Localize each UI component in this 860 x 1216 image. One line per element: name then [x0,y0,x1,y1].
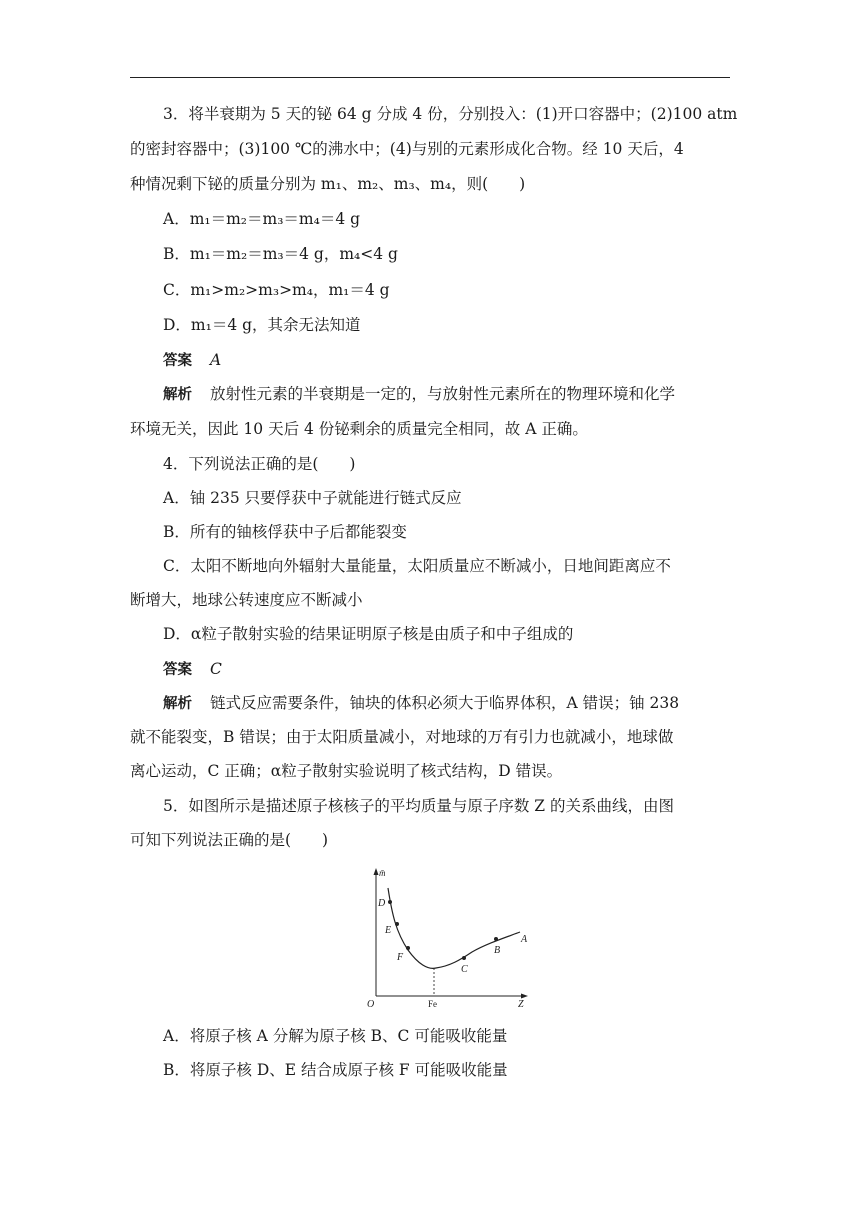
q3-option-c: C．m₁>m₂>m₃>m₄，m₁＝4 g [163,281,390,299]
q5-option-a: A．将原子核 A 分解为原子核 B、C 可能吸收能量 [163,1027,508,1045]
label-f: F [397,952,404,963]
analysis-text: 放射性元素的半衰期是一定的，与放射性元素所在的物理环境和化学 [210,385,676,403]
q4-answer [163,659,222,680]
label-b: B [494,945,501,956]
fe-label: Fe [428,999,437,1009]
answer-value: C [210,660,222,678]
q5-option-b: B．将原子核 D、E 结合成原子核 F 可能吸收能量 [163,1061,508,1079]
q4-analysis-line3: 离心运动，C 正确；α粒子散射实验说明了核式结构，D 错误。 [130,762,563,780]
y-axis-label: m̄ [379,868,386,878]
q4-option-a: A．铀 235 只要俘获中子就能进行链式反应 [163,489,462,507]
label-a: A [521,934,528,945]
point-e [395,922,399,926]
q4-option-c-line1: C．太阳不断地向外辐射大量能量，太阳质量应不断减小，日地间距离应不 [163,557,671,575]
q3-stem-line1: 3．将半衰期为 5 天的铋 64 g 分成 4 份，分别投入：(1)开口容器中；(2)100 atm [163,105,738,123]
label-d: D [378,898,386,909]
q3-analysis-line1 [163,384,675,405]
q3-option-a: A．m₁＝m₂＝m₃＝m₄＝4 g [163,210,361,228]
mass-curve-figure [366,862,532,1010]
q4-stem: 4．下列说法正确的是( ) [163,455,356,473]
mass-curve-svg [366,862,532,1010]
mass-curve [388,888,520,968]
analysis-label: 解析 [163,387,192,403]
header-rule [130,77,730,78]
q4-option-c-line2: 断增大，地球公转速度应不断减小 [130,591,363,609]
q4-analysis-line2: 就不能裂变，B 错误；由于太阳质量减小，对地球的万有引力也就减小，地球做 [130,728,674,746]
x-axis-arrow [521,994,528,999]
q4-option-b: B．所有的铀核俘获中子后都能裂变 [163,523,407,541]
point-d [388,900,392,904]
label-c: C [461,964,468,975]
answer-label: 答案 [163,662,192,678]
q3-stem-line2: 的密封容器中；(3)100 ℃的沸水中；(4)与别的元素形成化合物。经 10 天后，4 [130,140,684,158]
analysis-text: 链式反应需要条件，铀块的体积必须大于临界体积，A 错误；铀 238 [210,694,680,712]
label-e: E [385,925,392,936]
point-c [462,956,466,960]
q5-stem-line2: 可知下列说法正确的是( ) [130,831,329,849]
answer-label: 答案 [163,353,192,369]
q3-option-d: D．m₁＝4 g，其余无法知道 [163,316,361,334]
point-f [406,946,410,950]
origin-label: O [367,999,375,1010]
analysis-label: 解析 [163,696,192,712]
point-b [494,937,498,941]
q5-stem-line1: 5．如图所示是描述原子核核子的平均质量与原子序数 Z 的关系曲线，由图 [163,797,674,815]
q4-option-d: D．α粒子散射实验的结果证明原子核是由质子和中子组成的 [163,625,574,643]
y-axis-arrow [374,868,379,875]
q3-answer [163,350,221,371]
x-axis-label: Z [518,999,524,1010]
q3-option-b: B．m₁＝m₂＝m₃＝4 g，m₄<4 g [163,245,398,263]
q3-stem-line3: 种情况剩下铋的质量分别为 m₁、m₂、m₃、m₄，则( ) [130,175,526,193]
q3-analysis-line2: 环境无关，因此 10 天后 4 份铋剩余的质量完全相同，故 A 正确。 [130,420,588,438]
q4-analysis-line1 [163,693,679,714]
answer-value: A [210,351,222,369]
